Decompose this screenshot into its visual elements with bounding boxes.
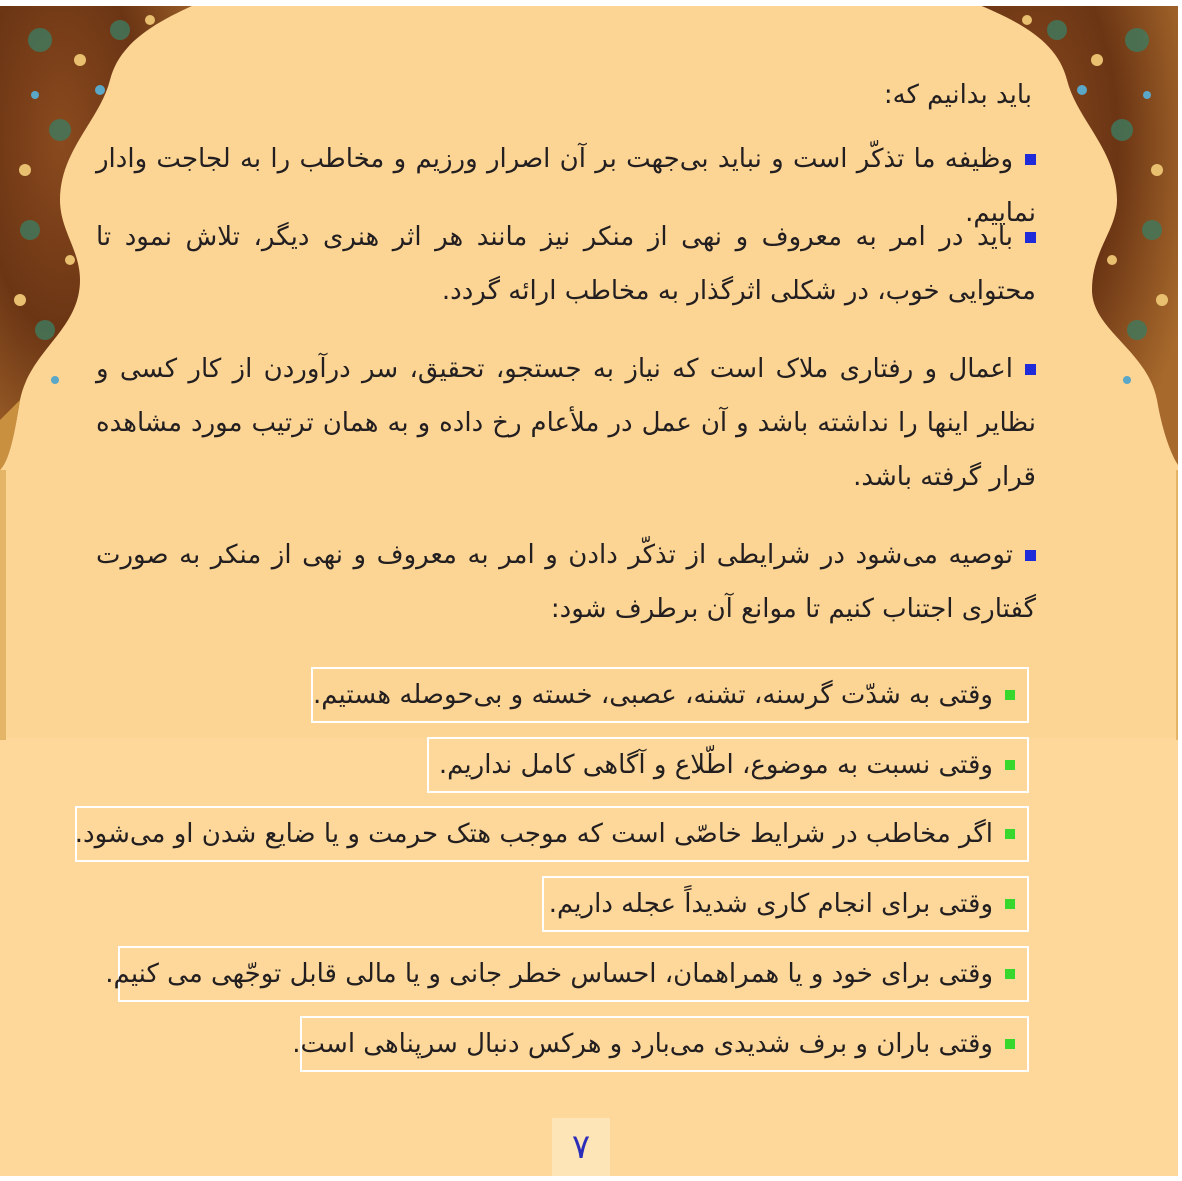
list-item-text: وقتی برای خود و یا همراهمان، احساس خطر جانی و یا مالی قابل توجّهی می کنیم. xyxy=(105,959,993,989)
list-item-text: وقتی برای انجام کاری شدیداً عجله داریم. xyxy=(548,889,993,919)
blue-bullet-icon xyxy=(1025,232,1036,243)
list-item xyxy=(427,737,1029,793)
list-item xyxy=(75,806,1029,862)
page-number: ۷ xyxy=(552,1118,610,1176)
green-bullet-icon xyxy=(1005,969,1015,979)
green-bullet-icon xyxy=(1005,829,1015,839)
green-bullet-icon xyxy=(1005,1039,1015,1049)
paragraph-2 xyxy=(96,210,1036,318)
paragraph-4 xyxy=(96,528,1036,636)
list-item-text: وقتی به شدّت گرسنه، تشنه، عصبی، خسته و بی‌حوصله هستیم. xyxy=(312,680,993,710)
paragraph-1-text: وظیفه ما تذکّر است و نباید بی‌جهت بر آن اصرار ورزیم و مخاطب را به لجاجت وادار نماییم. xyxy=(96,144,1036,228)
right-edge xyxy=(1178,0,1182,1181)
list-item xyxy=(311,667,1029,723)
paragraph-3 xyxy=(96,342,1036,504)
green-bullet-icon xyxy=(1005,899,1015,909)
list-item-text: اگر مخاطب در شرایط خاصّی است که موجب هتک حرمت و یا ضایع شدن او می‌شود. xyxy=(74,819,993,849)
paragraph-3-text: اعمال و رفتاری ملاک است که نیاز به جستجو، تحقیق، سر درآوردن از کار کسی و نظایر اینها را نداشته باشد و آن عمل در ملأعام رخ داده و به همان ترتیب مورد مشاهده قرار گرفته باشد. xyxy=(96,354,1036,492)
paragraph-2-text: باید در امر به معروف و نهی از منکر نیز مانند هر اثر هنری دیگر، تلاش نمود تا محتوایی خوب، در شکلی اثرگذار به مخاطب ارائه گردد. xyxy=(96,222,1036,306)
list-item xyxy=(542,876,1029,932)
green-bullet-icon xyxy=(1005,690,1015,700)
green-bullet-icon xyxy=(1005,760,1015,770)
list-item xyxy=(292,1016,1029,1072)
blue-bullet-icon xyxy=(1025,550,1036,561)
intro-heading: باید بدانیم که: xyxy=(883,80,1032,110)
top-edge xyxy=(0,0,1182,6)
list-item xyxy=(105,946,1029,1002)
paragraph-4-text: توصیه می‌شود در شرایطی از تذکّر دادن و امر به معروف و نهی از منکر به صورت گفتاری اجتناب کنیم تا موانع آن برطرف شود: xyxy=(96,540,1036,624)
blue-bullet-icon xyxy=(1025,364,1036,375)
bottom-edge xyxy=(0,1176,1182,1181)
blue-bullet-icon xyxy=(1025,154,1036,165)
list-item-text: وقتی نسبت به موضوع، اطّلاع و آگاهی کامل نداریم. xyxy=(438,750,993,780)
list-item-text: وقتی باران و برف شدیدی می‌بارد و هرکس دنبال سرپناهی است. xyxy=(292,1029,993,1059)
